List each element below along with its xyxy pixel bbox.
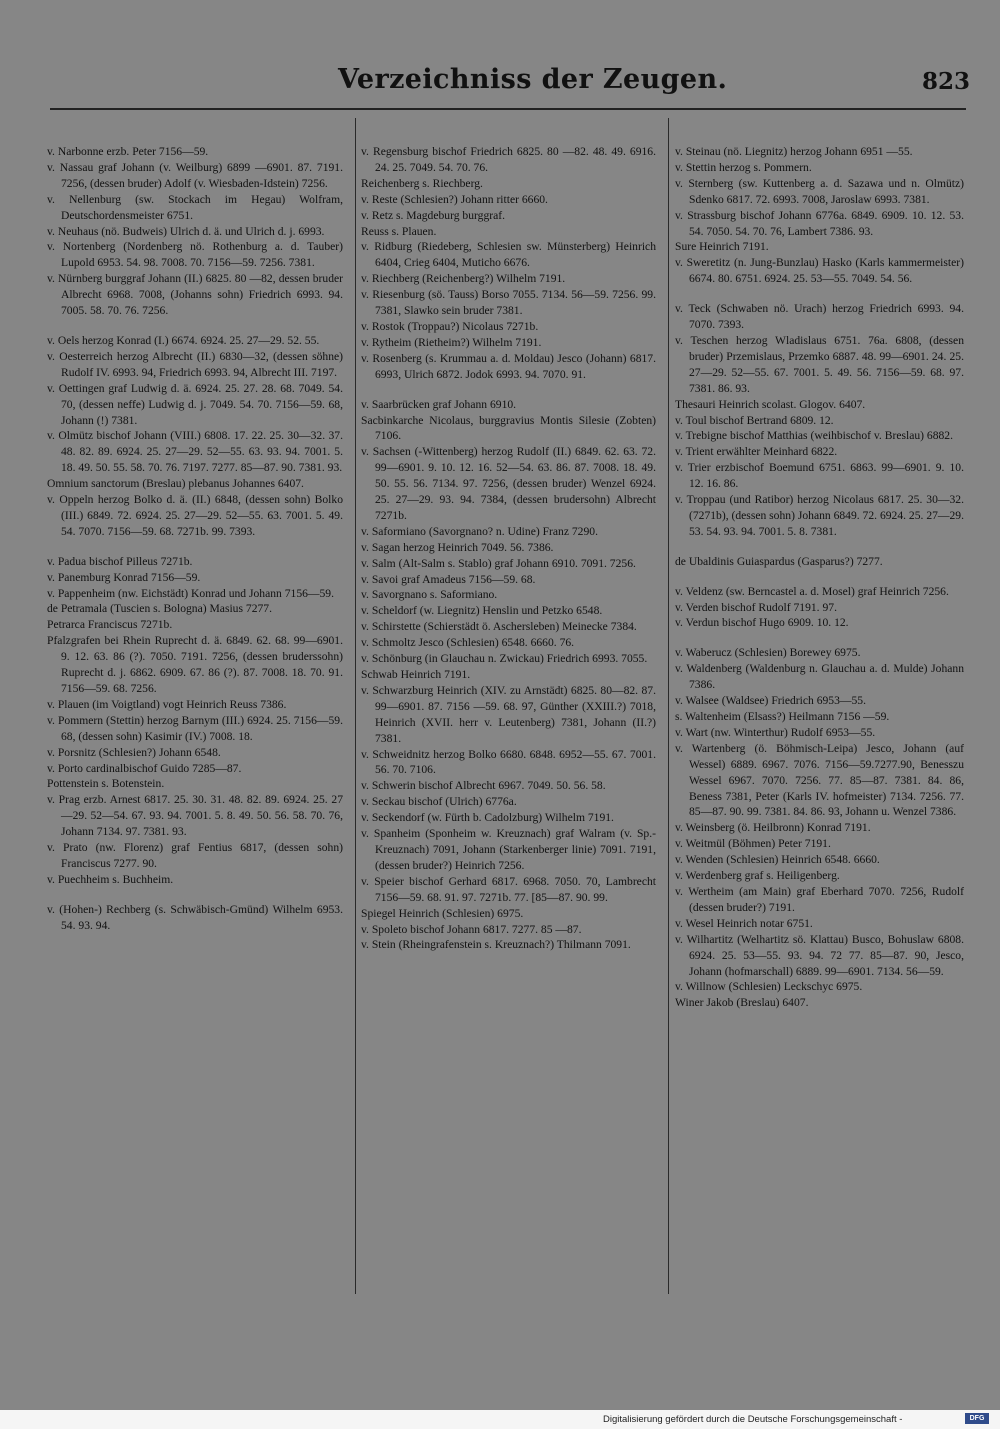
index-entry: v. Oppeln herzog Bolko d. ä. (II.) 6848, (dessen sohn) Bolko (III.) 6849. 72. 6924. 25. 27—29. 52—55. 63. 7001. 5. 49. 54. 7070. 7156—59. 68. 7271b. 99. 7393. bbox=[47, 493, 343, 538]
index-entry: v. Wenden (Schlesien) Heinrich 6548. 6660. bbox=[675, 853, 880, 867]
footer-credit: Digitalisierung gefördert durch die Deutsche Forschungsgemeinschaft - bbox=[603, 1414, 903, 1425]
index-entry: Omnium sanctorum (Breslau) plebanus Johannes 6407. bbox=[47, 477, 304, 491]
index-entry: v. Schirstette (Schierstädt ö. Aschersleben) Meinecke 7384. bbox=[361, 620, 637, 634]
index-entry: v. Wesel Heinrich notar 6751. bbox=[675, 916, 813, 930]
index-entry: Spiegel Heinrich (Schlesien) 6975. bbox=[361, 906, 524, 920]
index-entry: v. Prato (nw. Florenz) graf Fentius 6817, (dessen sohn) Franciscus 7277. 90. bbox=[47, 841, 343, 870]
index-entry: v. Verden bischof Rudolf 7191. 97. bbox=[675, 600, 837, 614]
dfg-logo-text: DFG bbox=[969, 1415, 985, 1422]
index-entry: v. Nassau graf Johann (v. Weilburg) 6899 —6901. 87. 7191. 7256, (dessen bruder) Adolf (v. Wiesbaden-Idstein) 7256. bbox=[47, 160, 343, 190]
index-entry: v. Speier bischof Gerhard 6817. 6968. 7050. 70, Lambrecht 7156—59. 68. 91. 97. 7271b. 77. [85—87. 90. 99. bbox=[361, 874, 656, 904]
index-entry: v. Sweretitz (n. Jung-Bunzlau) Hasko (Karls kammermeister) 6674. 80. 6751. 6924. 25. 53—55. 7049. 54. 56. bbox=[675, 256, 964, 286]
index-entry: v. Wart (nw. Winterthur) Rudolf 6953—55. bbox=[675, 725, 876, 739]
index-column-2 bbox=[361, 144, 656, 953]
index-entry: v. Riechberg (Reichenberg?) Wilhelm 7191. bbox=[361, 272, 566, 286]
index-entry: v. Neuhaus (nö. Budweis) Ulrich d. ä. und Ulrich d. j. 6993. bbox=[47, 224, 325, 238]
index-column-3 bbox=[675, 144, 964, 1011]
index-entry: v. Plauen (im Voigtland) vogt Heinrich Reuss 7386. bbox=[47, 697, 287, 711]
index-entry: v. Porsnitz (Schlesien?) Johann 6548. bbox=[47, 745, 221, 759]
index-entry: v. Savorgnano s. Saformiano. bbox=[361, 588, 498, 602]
index-entry: v. Steinau (nö. Liegnitz) herzog Johann 6951 —55. bbox=[675, 145, 913, 158]
index-entry: v. Oels herzog Konrad (I.) 6674. 6924. 25. 27—29. 52. 55. bbox=[47, 333, 320, 347]
dfg-logo bbox=[965, 1413, 989, 1424]
index-entry: v. Wartenberg (ö. Böhmisch-Leipa) Jesco, Johann (auf Wessel) 6889. 6967. 7076. 7156—59.7277.90, Benesszu Wessel 6967. 7070. 7256. 77. 85—87. 7381. 84. 86, Beness 7381, Peter (Karls IV. hofmeister) 7134. 7256. 77. 85—87. 90. 99. 7381. 84. 86. 93, Johann u. Wenzel 7386. bbox=[675, 741, 964, 819]
index-entry: v. Nürnberg burggraf Johann (II.) 6825. 80 —82, dessen bruder Albrecht 6968. 7008, (Johanns sohn) Friedrich 6993. 94. 7005. 58. 70. 76. 7256. bbox=[47, 272, 343, 318]
index-entry: Petrarca Franciscus 7271b. bbox=[47, 618, 173, 632]
index-entry: v. Trebigne bischof Matthias (weihbischof v. Breslau) 6882. bbox=[675, 429, 953, 443]
index-entry: v. Trier erzbischof Boemund 6751. 6863. 99—6901. 9. 10. 12. 16. 86. bbox=[675, 461, 964, 491]
index-entry: v. Prag erzb. Arnest 6817. 25. 30. 31. 48. 82. 89. 6924. 25. 27—29. 52—54. 67. 93. 94. 7001. 5. 8. 49. 50. 56. 58. 70. 76, Johann 7134. 97. 7381. 93. bbox=[47, 793, 343, 839]
index-entry: v. Porto cardinalbischof Guido 7285—87. bbox=[47, 761, 242, 775]
index-entry: v. Padua bischof Pilleus 7271b. bbox=[47, 554, 193, 568]
index-entry: v. Weinsberg (ö. Heilbronn) Konrad 7191. bbox=[675, 821, 871, 835]
index-entry: v. Scheldorf (w. Liegnitz) Henslin und Petzko 6548. bbox=[361, 604, 603, 618]
page-title: Verzeichniss der Zeugen. bbox=[338, 64, 728, 95]
index-entry: v. Stettin herzog s. Pommern. bbox=[675, 160, 812, 174]
index-entry: v. Stein (Rheingrafenstein s. Kreuznach?) Thilmann 7091. bbox=[361, 938, 631, 952]
index-entry: Winer Jakob (Breslau) 6407. bbox=[675, 996, 809, 1010]
index-entry: de Ubaldinis Guiaspardus (Gasparus?) 7277. bbox=[675, 554, 883, 568]
index-entry: v. Nellenburg (sw. Stockach im Hegau) Wolfram, Deutschordensmeister 6751. bbox=[47, 192, 343, 222]
index-entry: v. Oesterreich herzog Albrecht (II.) 6830—32, (dessen söhne) Rudolf IV. 6993. 94, Friedrich 6993. 94, Albrecht III. 7197. bbox=[47, 349, 343, 379]
index-entry: v. Teck (Schwaben nö. Urach) herzog Friedrich 6993. 94. 7070. 7393. bbox=[675, 302, 964, 332]
index-entry: Reuss s. Plauen. bbox=[361, 224, 437, 238]
index-entry: v. Rytheim (Rietheim?) Wilhelm 7191. bbox=[361, 335, 542, 349]
index-entry: v. Strassburg bischof Johann 6776a. 6849. 6909. 10. 12. 53. 54. 7050. 54. 70. 76, Lambert 7386. 93. bbox=[675, 208, 964, 238]
index-entry: v. Panemburg Konrad 7156—59. bbox=[47, 570, 201, 584]
index-entry: Sacbinkarche Nicolaus, burggravius Montis Silesie (Zobten) 7106. bbox=[361, 413, 656, 443]
index-entry: v. Reste (Schlesien?) Johann ritter 6660. bbox=[361, 192, 548, 206]
index-entry: v. Schönburg (in Glauchau n. Zwickau) Friedrich 6993. 7055. bbox=[361, 652, 648, 666]
index-entry: v. Spanheim (Sponheim w. Kreuznach) graf Walram (v. Sp.-Kreuznach) 7091, Johann (Starkenberger linie) 7091. 7191, (dessen bruder?) Heinrich 7256. bbox=[361, 827, 656, 872]
index-entry: v. Saarbrücken graf Johann 6910. bbox=[361, 397, 517, 411]
index-entry: v. Sternberg (sw. Kuttenberg a. d. Sazawa und n. Olmütz) Sdenko 6817. 72. 6993. 7008, Jaroslaw 6993. 7381. bbox=[675, 176, 964, 206]
index-entry: v. Narbonne erzb. Peter 7156—59. bbox=[47, 145, 209, 158]
index-entry: Schwab Heinrich 7191. bbox=[361, 668, 471, 681]
index-entry: v. Ridburg (Riedeberg, Schlesien sw. Münsterberg) Heinrich 6404, Crieg 6404, Muticho 6676. bbox=[361, 240, 656, 270]
column-rule-1 bbox=[355, 118, 356, 1294]
index-entry: v. Wilhartitz (Welhartitz sö. Klattau) Busco, Bohuslaw 6808. 6924. 25. 53—55. 93. 94. 72 77. 85—87. 90, Jesco, Johann (hofmarschall) 6889. 99—6901. 7134. 56—59. bbox=[675, 932, 964, 978]
index-entry: v. Sachsen (-Wittenberg) herzog Rudolf (II.) 6849. 62. 63. 72. 99—6901. 9. 10. 12. 16. 52—54. 63. 86. 87. 7008. 18. 49. 50. 55. 56. 7134. 97. 7256, (dessen bruder) Wenzel 6924. 25. 27—29. 93. 94. 7384, (dessen brudersohn) Albrecht 7271b. bbox=[361, 445, 656, 522]
index-entry: v. Waberucz (Schlesien) Borewey 6975. bbox=[675, 646, 861, 660]
index-entry: v. Troppau (und Ratibor) herzog Nicolaus 6817. 25. 30—32. (7271b), (dessen sohn) Johann 6849. 72. 6924. 25. 27—29. 53. 54. 93. 94. 7001. 5. 8. 7381. bbox=[675, 493, 965, 538]
index-entry: v. Veldenz (sw. Berncastel a. d. Mosel) graf Heinrich 7256. bbox=[675, 584, 949, 598]
index-entry: v. Riesenburg (sö. Tauss) Borso 7055. 7134. 56—59. 7256. 99. 7381, Slawko sein bruder 7381. bbox=[361, 288, 656, 318]
index-entry: v. Weitmül (Böhmen) Peter 7191. bbox=[675, 837, 831, 851]
index-entry: Pottenstein s. Botenstein. bbox=[47, 777, 165, 791]
index-entry: v. Puechheim s. Buchheim. bbox=[47, 872, 174, 886]
index-entry: v. Seckau bischof (Ulrich) 6776a. bbox=[361, 795, 517, 809]
index-entry: v. Oettingen graf Ludwig d. ä. 6924. 25. 27. 28. 68. 7049. 54. 70, (dessen neffe) Ludwig d. j. 7049. 54. 70. 7156—59. 68, Johann (!) 7381. bbox=[47, 381, 343, 427]
index-entry: Pfalzgrafen bei Rhein Ruprecht d. ä. 6849. 62. 68. 99—6901. 9. 12. 63. 86 (?). 7050. 7191. 7256, (dessen bruderssohn) Ruprecht d. j. 6862. 6909. 67. 86 (?). 87. 7008. 18. 70. 91. 7156—59. 68. 7256. bbox=[47, 634, 343, 695]
index-entry: de Petramala (Tuscien s. Bologna) Masius 7277. bbox=[47, 602, 272, 616]
index-entry: v. Salm (Alt-Salm s. Stablo) graf Johann 6910. 7091. 7256. bbox=[361, 556, 636, 570]
index-entry: v. Retz s. Magdeburg burggraf. bbox=[361, 208, 506, 222]
index-entry: v. Pommern (Stettin) herzog Barnym (III.) 6924. 25. 7156—59. 68, (dessen sohn) Kasimir (IV.) 7008. 18. bbox=[47, 713, 343, 743]
index-entry: v. Toul bischof Bertrand 6809. 12. bbox=[675, 413, 834, 427]
index-entry: v. Teschen herzog Wladislaus 6751. 76a. 6808, (dessen bruder) Przemislaus, Przemko 6887. 48. 99—6901. 24. 25. 27—29. 52—55. 67. 7001. 5. 49. 56. 7156—59. 68. 97. 7381. 86. 93. bbox=[675, 333, 964, 395]
index-entry: v. Regensburg bischof Friedrich 6825. 80 —82. 48. 49. 6916. 24. 25. 7049. 54. 70. 76. bbox=[361, 145, 656, 174]
index-column-1 bbox=[47, 144, 343, 934]
index-entry: v. Schweidnitz herzog Bolko 6680. 6848. 6952—55. 67. 7001. 56. 70. 7106. bbox=[361, 747, 656, 777]
index-entry: Sure Heinrich 7191. bbox=[675, 240, 769, 254]
index-entry: v. Nortenberg (Nordenberg nö. Rothenburg a. d. Tauber) Lupold 6953. 54. 98. 7008. 70. 7156—59. 7256. 7381. bbox=[47, 240, 343, 270]
index-entry: v. Walsee (Waldsee) Friedrich 6953—55. bbox=[675, 694, 866, 708]
index-entry: v. Willnow (Schlesien) Leckschyc 6975. bbox=[675, 980, 863, 994]
index-entry: v. Olmütz bischof Johann (VIII.) 6808. 17. 22. 25. 30—32. 37. 48. 82. 89. 6924. 25. 27—29. 52—55. 63. 93. 94. 7001. 5. 18. 49. 50. 55. 58. 70. 76. 7197. 7277. 85—87. 90. 7381. 93. bbox=[47, 429, 343, 475]
index-entry: v. Trient erwählter Meinhard 6822. bbox=[675, 445, 838, 459]
index-entry: v. Spoleto bischof Johann 6817. 7277. 85 —87. bbox=[361, 922, 582, 936]
header-rule bbox=[50, 108, 966, 110]
index-entry: v. (Hohen-) Rechberg (s. Schwäbisch-Gmünd) Wilhelm 6953. 54. 93. 94. bbox=[47, 902, 343, 932]
page-number: 823 bbox=[922, 68, 971, 95]
index-entry: v. Schwarzburg Heinrich (XIV. zu Arnstädt) 6825. 80—82. 87. 99—6901. 87. 7156 —59. 68. 97, Günther (XXIII.?) 7018, Heinrich (XVII. herr v. Leutenberg) 7381, Johann (II.?) 7381. bbox=[361, 683, 656, 745]
index-entry: v. Schmoltz Jesco (Schlesien) 6548. 6660. 76. bbox=[361, 636, 575, 650]
index-entry: v. Schwerin bischof Albrecht 6967. 7049. 50. 56. 58. bbox=[361, 779, 606, 793]
index-entry: v. Werdenberg graf s. Heiligenberg. bbox=[675, 869, 840, 883]
index-entry: v. Rostok (Troppau?) Nicolaus 7271b. bbox=[361, 319, 539, 333]
index-entry: v. Verdun bischof Hugo 6909. 10. 12. bbox=[675, 616, 849, 630]
index-entry: v. Saformiano (Savorgnano? n. Udine) Franz 7290. bbox=[361, 524, 598, 538]
index-entry: Reichenberg s. Riechberg. bbox=[361, 176, 483, 190]
index-entry: v. Rosenberg (s. Krummau a. d. Moldau) Jesco (Johann) 6817. 6993, Ulrich 6872. Jodok 6993. 94. 7070. 91. bbox=[361, 351, 656, 381]
index-entry: s. Waltenheim (Elsass?) Heilmann 7156 —59. bbox=[675, 710, 890, 723]
index-entry: v. Savoi graf Amadeus 7156—59. 68. bbox=[361, 572, 536, 586]
index-entry: v. Waldenberg (Waldenburg n. Glauchau a. d. Mulde) Johann 7386. bbox=[675, 662, 964, 692]
index-entry: v. Seckendorf (w. Fürth b. Cadolzburg) Wilhelm 7191. bbox=[361, 811, 614, 825]
index-entry: v. Wertheim (am Main) graf Eberhard 7070. 7256, Rudolf (dessen bruder?) 7191. bbox=[675, 884, 964, 914]
index-entry: v. Pappenheim (nw. Eichstädt) Konrad und Johann 7156—59. bbox=[47, 586, 335, 600]
column-rule-2 bbox=[668, 118, 669, 1294]
index-entry: Thesauri Heinrich scolast. Glogov. 6407. bbox=[675, 397, 866, 411]
index-entry: v. Sagan herzog Heinrich 7049. 56. 7386. bbox=[361, 540, 554, 554]
